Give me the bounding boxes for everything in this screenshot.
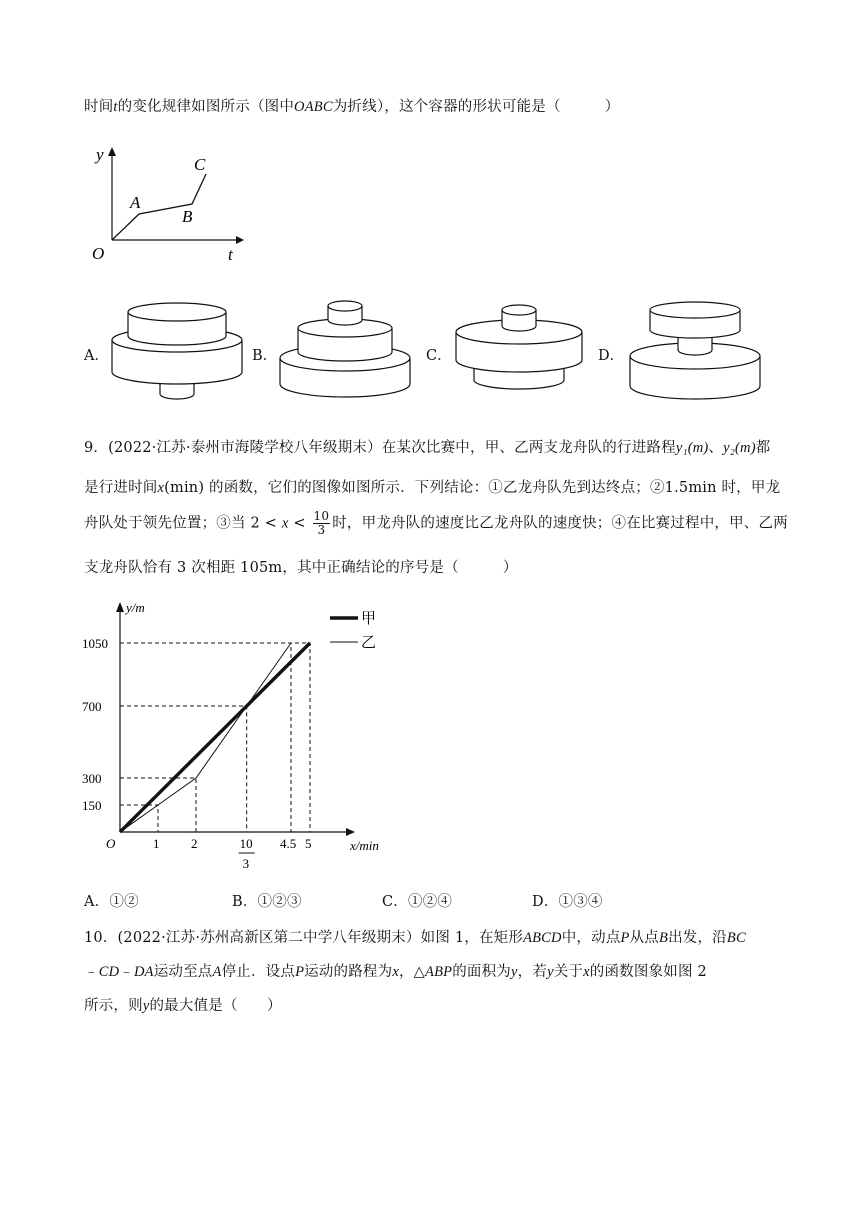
var-abcd: ABCD — [523, 930, 562, 946]
y-tick-label: 300 — [82, 771, 102, 786]
q8-stem-text: 时间 — [84, 99, 114, 115]
x-tick-label: 1 — [153, 836, 160, 851]
label-c: C — [194, 155, 206, 174]
var-t: t — [113, 99, 118, 115]
series-line-甲 — [120, 643, 310, 832]
q9-answer-b[interactable]: B．①②③ — [232, 894, 302, 910]
legend-label-yi: 乙 — [361, 635, 377, 651]
q9-text: 时，甲龙舟队的速度比乙龙舟队的速度快；④在比赛过程中，甲、乙两 — [332, 515, 788, 532]
denominator: 3 — [317, 523, 326, 537]
label-o: O — [92, 244, 105, 263]
fraction-10-3 — [313, 510, 331, 537]
var-x: x — [583, 964, 590, 980]
q10-text: 运动的路程为 — [304, 964, 393, 980]
var-da: DA — [133, 964, 154, 980]
x-tick-label: 2 — [191, 836, 198, 851]
q8-graph — [84, 140, 254, 268]
option-d-container — [626, 296, 766, 406]
q10-text: ﹣ — [119, 964, 134, 980]
option-b-container — [276, 296, 416, 406]
label-t: t — [228, 245, 233, 264]
series-line-乙 — [120, 643, 291, 832]
y-axis-label: y/m — [126, 600, 145, 615]
q9-text: 支龙舟队恰有 3 次相距 105m，其中正确结论的序号是（ ） — [84, 560, 518, 576]
var-p: P — [620, 930, 630, 946]
x-axis-arrow — [346, 828, 355, 836]
label-a: A — [130, 193, 141, 212]
var-x: x — [281, 515, 289, 532]
option-c-container — [450, 298, 590, 408]
q9-text: < — [293, 515, 306, 532]
option-d-label[interactable]: D． — [598, 348, 625, 364]
q10-text: ﹣ — [84, 964, 99, 980]
q10-line3 — [84, 994, 282, 1015]
option-b-label[interactable]: B． — [252, 348, 278, 364]
x-tick-label: 4.5 — [280, 836, 297, 851]
y-tick-label: 1050 — [82, 636, 108, 651]
q10-text: 的最大值是（ ） — [149, 998, 282, 1014]
option-a-label[interactable]: A． — [84, 348, 109, 364]
q10-text: 关于 — [553, 964, 584, 980]
var-abp: ABP — [425, 964, 453, 980]
var-a: A — [212, 964, 222, 980]
y-tick-label: 150 — [82, 798, 102, 813]
q9-text: 都 — [755, 440, 771, 456]
q9-answer-a[interactable]: A．①② — [84, 894, 139, 910]
origin-label: O — [106, 836, 116, 851]
var-y: y — [511, 964, 518, 980]
q9-text: 是行进时间 — [84, 480, 158, 496]
var-cd: CD — [98, 964, 120, 980]
var-oabc: OABC — [294, 99, 333, 115]
var-bc: BC — [726, 930, 746, 946]
q8-stem-text: 的变化规律如图所示（图中 — [117, 99, 295, 115]
var-p: P — [295, 964, 305, 980]
q10-line2 — [84, 960, 707, 981]
label-b: B — [182, 207, 193, 226]
q9-line2 — [84, 476, 780, 497]
q10-text: 出发，沿 — [668, 930, 727, 946]
var-b: B — [659, 930, 669, 946]
q10-text: ，△ — [398, 964, 426, 980]
q10-text: 中，动点 — [561, 930, 621, 946]
q10-line1 — [84, 926, 746, 947]
label-y: y — [96, 145, 104, 164]
var-y1: y₁(m) — [675, 440, 709, 456]
q9-text: 舟队处于领先位置；③当 2 < — [84, 515, 278, 532]
x-tick-label: 10 — [239, 836, 253, 851]
numerator: 10 — [313, 509, 330, 523]
q10-text: 的函数图象如图 2 — [589, 964, 707, 980]
y-axis-arrow — [108, 147, 116, 156]
q10-text: 的面积为 — [452, 964, 512, 980]
q9-text: 9．(2022·江苏·泰州市海陵学校八年级期末）在某次比赛中，甲、乙两支龙舟队的行进路程 — [84, 440, 676, 456]
var-y: y — [547, 964, 554, 980]
y-tick-label: 700 — [82, 699, 102, 714]
x-tick-label: 3 — [242, 856, 250, 871]
q10-text: 10．(2022·江苏·苏州高新区第二中学八年级期末）如图 1，在矩形 — [84, 930, 524, 946]
option-c-label[interactable]: C． — [426, 348, 452, 364]
q10-text: 从点 — [629, 930, 660, 946]
q10-text: 停止．设点 — [221, 964, 296, 980]
q9-line4 — [84, 556, 518, 577]
legend-label-jia: 甲 — [361, 611, 377, 627]
q10-text: ，若 — [517, 964, 548, 980]
option-a-container — [108, 296, 248, 406]
q9-line3 — [84, 510, 788, 537]
q8-stem — [84, 95, 619, 116]
x-axis-label: x/min — [350, 838, 379, 853]
y-axis-arrow — [116, 602, 124, 612]
var-x: x — [392, 964, 399, 980]
q9-line1 — [84, 436, 770, 457]
x-tick-label: 5 — [305, 836, 312, 851]
q9-answer-d[interactable]: D．①③④ — [532, 894, 603, 910]
var-x: x — [157, 480, 165, 496]
var-y2: y₂(m) — [723, 440, 756, 456]
q9-text: 、 — [708, 440, 724, 456]
q9-text: (min) 的函数，它们的图像如图所示．下列结论：①乙龙舟队先到达终点；②1.5min 时，甲龙 — [164, 480, 781, 496]
q8-stem-text: 为折线），这个容器的形状可能是（ ） — [332, 99, 620, 115]
var-y: y — [142, 998, 150, 1014]
x-axis-arrow — [236, 236, 244, 244]
q9-chart — [80, 596, 400, 878]
q10-text: 所示，则 — [84, 998, 143, 1014]
guide-dashed — [120, 643, 291, 832]
q9-answer-c[interactable]: C．①②④ — [382, 894, 453, 910]
q10-text: 运动至点 — [153, 964, 213, 980]
